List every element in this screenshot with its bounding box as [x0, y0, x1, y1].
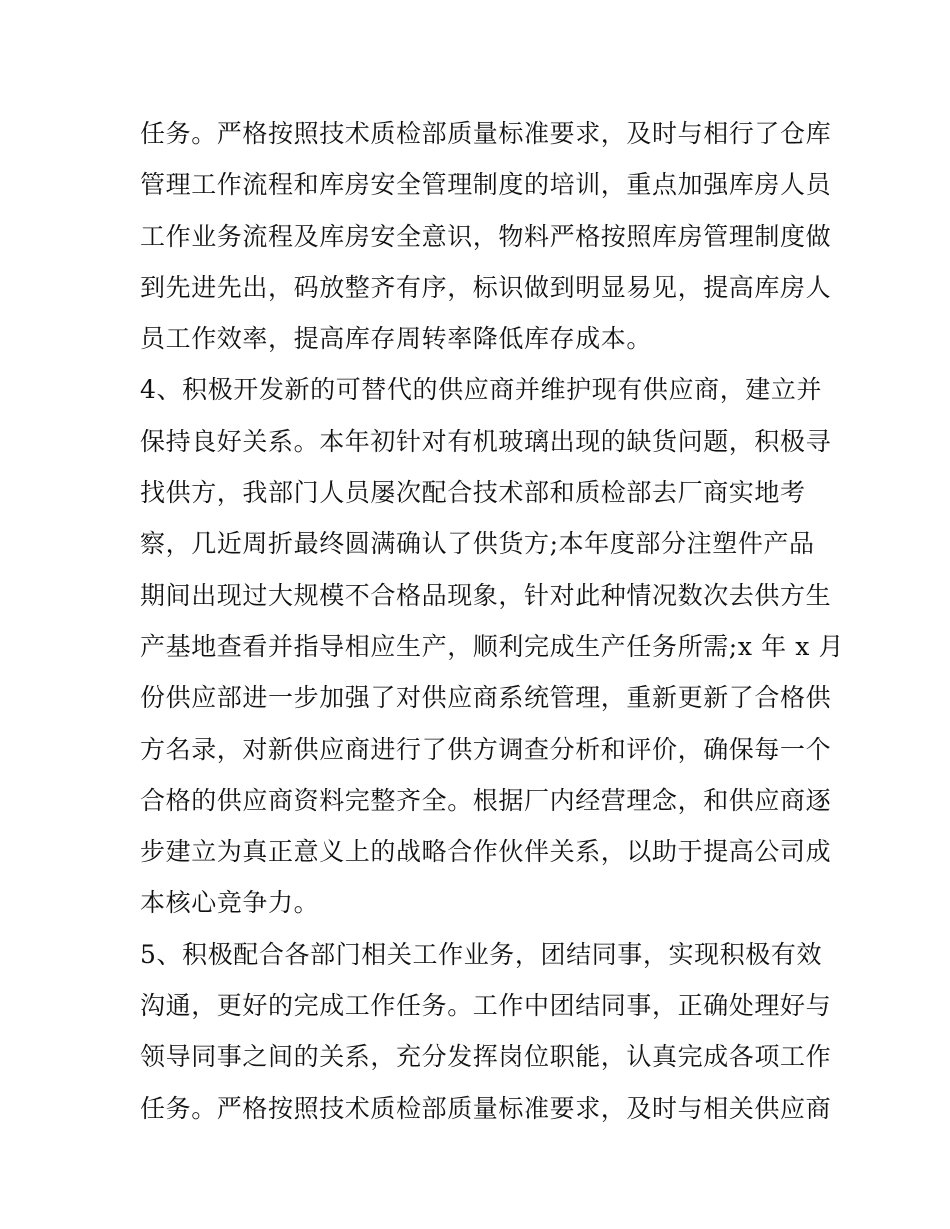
- text-line: 期间出现过大规模不合格品现象，针对此种情况数次去供方生: [140, 580, 832, 610]
- text-line: 份供应部进一步加强了对供应商系统管理，重新更新了合格供: [140, 683, 832, 713]
- text-line: 4、积极开发新的可替代的供应商并维护现有供应商，建立并: [140, 375, 823, 405]
- text-line: 5、积极配合各部门相关工作业务，团结同事，实现积极有效: [140, 939, 823, 969]
- text-line: 到先进先出，码放整齐有序，标识做到明显易见，提高库房人: [140, 272, 832, 302]
- text-line: 合格的供应商资料完整齐全。根据厂内经营理念，和供应商逐: [140, 785, 832, 815]
- text-line: 察，几近周折最终圆满确认了供货方;本年度部分注塑件产品: [140, 529, 815, 559]
- text-line: 找供方，我部门人员屡次配合技术部和质检部去厂商实地考: [140, 478, 806, 508]
- text-line: 步建立为真正意义上的战略合作伙伴关系，以助于提高公司成: [140, 837, 832, 867]
- text-line: 任务。严格按照技术质检部质量标准要求，及时与相行了仓库: [140, 119, 832, 148]
- text-line: 保持良好关系。本年初针对有机玻璃出现的缺货问题，积极寻: [140, 426, 832, 456]
- text-line: 领导同事之间的关系，充分发挥岗位职能，认真完成各项工作: [140, 1042, 832, 1072]
- text-line: 管理工作流程和库房安全管理制度的培训，重点加强库房人员: [140, 170, 832, 200]
- text-line: 任务。严格按照技术质检部质量标准要求，及时与相关供应商: [140, 1093, 832, 1123]
- body-text: [140, 108, 845, 1134]
- text-line: 沟通，更好的完成工作任务。工作中团结同事，正确处理好与: [140, 991, 832, 1021]
- text-line: 工作业务流程及库房安全意识，物料严格按照库房管理制度做: [140, 221, 832, 251]
- text-line: 方名录，对新供应商进行了供方调查分析和评价，确保每一个: [140, 734, 832, 764]
- text-line: 本核心竞争力。: [140, 888, 320, 918]
- text-line: 员工作效率，提高库存周转率降低库存成本。: [140, 324, 653, 354]
- text-line: 产基地查看并指导相应生产，顺利完成生产任务所需;x 年 x 月: [140, 631, 845, 661]
